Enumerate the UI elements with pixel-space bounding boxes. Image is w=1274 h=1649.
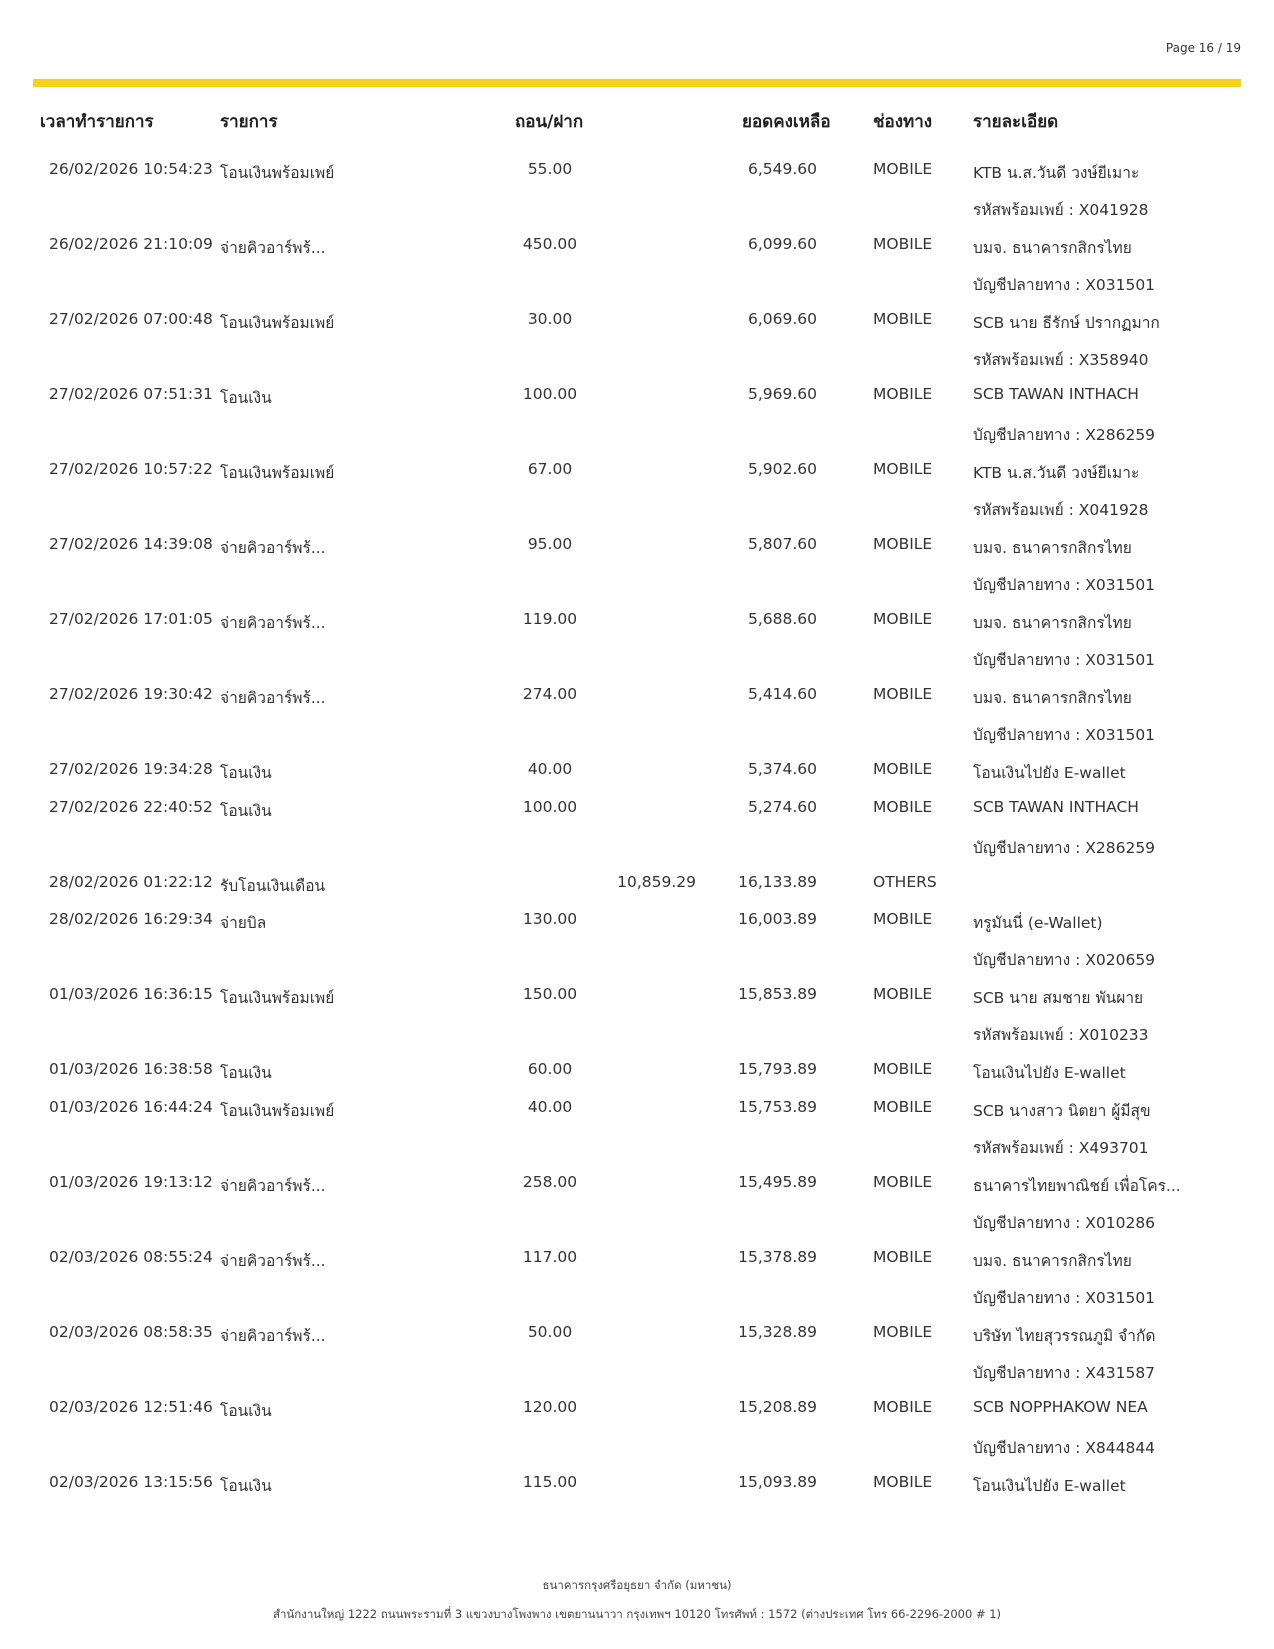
row-description: โอนเงินพร้อมเพย์ xyxy=(220,464,335,482)
row-balance: 15,495.89 xyxy=(738,1172,817,1191)
row-detail-line2: บัญชีปลายทาง : X286259 xyxy=(973,426,1156,444)
row-detail-line1: SCB TAWAN INTHACH xyxy=(973,797,1139,816)
row-description: โอนเงิน xyxy=(220,389,272,407)
table-row xyxy=(0,1165,1274,1240)
row-detail-line1: ธนาคารไทยพาณิชย์ เพื่อโคร... xyxy=(973,1176,1181,1195)
row-balance: 5,274.60 xyxy=(747,797,817,816)
row-detail-line1: SCB นาย สมชาย พันผาย xyxy=(973,989,1144,1007)
row-description: จ่ายคิวอาร์พร้... xyxy=(220,614,326,632)
row-time: 02/03/2026 08:55:24 xyxy=(49,1247,213,1266)
row-detail-line1: บมจ. ธนาคารกสิกรไทย xyxy=(973,614,1132,632)
row-channel: OTHERS xyxy=(873,872,937,891)
table-row xyxy=(0,677,1274,752)
table-row xyxy=(0,377,1274,452)
table-header xyxy=(0,100,1274,140)
row-channel: MOBILE xyxy=(873,910,933,928)
row-time: 01/03/2026 16:38:58 xyxy=(49,1060,213,1078)
row-withdraw: 60.00 xyxy=(527,1060,573,1078)
row-withdraw: 40.00 xyxy=(527,1097,573,1116)
header-balance: ยอดคงเหลือ xyxy=(742,112,831,132)
row-balance: 15,328.89 xyxy=(738,1322,817,1341)
row-channel: MOBILE xyxy=(873,1472,933,1491)
row-detail-line2: บัญชีปลายทาง : X031501 xyxy=(973,576,1156,594)
table-row xyxy=(0,1090,1274,1165)
row-time: 01/03/2026 16:36:15 xyxy=(49,985,213,1003)
row-detail-line2: บัญชีปลายทาง : X031501 xyxy=(973,276,1156,294)
row-channel: MOBILE xyxy=(873,1322,933,1341)
row-detail-line1: KTB น.ส.วันดี วงษ์ยีเมาะ xyxy=(973,164,1140,182)
table-row xyxy=(0,302,1274,377)
row-withdraw: 450.00 xyxy=(522,235,578,253)
row-time: 27/02/2026 14:39:08 xyxy=(49,535,213,553)
row-channel: MOBILE xyxy=(873,985,933,1003)
row-withdraw: 40.00 xyxy=(527,760,573,778)
row-withdraw: 119.00 xyxy=(522,610,578,628)
row-time: 26/02/2026 10:54:23 xyxy=(49,160,213,178)
footer-bank-name: ธนาคารกรุงศรีอยุธยา จำกัด (มหาชน) xyxy=(542,1578,732,1592)
header-details: รายละเอียด xyxy=(973,112,1059,132)
row-description: โอนเงินพร้อมเพย์ xyxy=(220,314,335,332)
row-withdraw: 150.00 xyxy=(522,985,578,1003)
row-description: โอนเงิน xyxy=(220,764,272,782)
row-channel: MOBILE xyxy=(873,685,933,703)
row-description: โอนเงินพร้อมเพย์ xyxy=(220,1101,335,1120)
row-description: จ่ายคิวอาร์พร้... xyxy=(220,539,326,557)
row-time: 27/02/2026 07:51:31 xyxy=(49,385,213,403)
table-row xyxy=(0,152,1274,227)
row-time: 27/02/2026 17:01:05 xyxy=(49,610,213,628)
row-balance: 5,688.60 xyxy=(747,610,817,628)
row-time: 27/02/2026 22:40:52 xyxy=(49,797,213,816)
row-channel: MOBILE xyxy=(873,1247,933,1266)
row-withdraw: 67.00 xyxy=(527,460,573,478)
row-balance: 6,549.60 xyxy=(747,160,817,178)
row-detail-line1: บมจ. ธนาคารกสิกรไทย xyxy=(973,689,1132,707)
row-time: 27/02/2026 19:30:42 xyxy=(49,685,213,703)
row-channel: MOBILE xyxy=(873,1397,933,1416)
row-balance: 5,807.60 xyxy=(747,535,817,553)
row-time: 27/02/2026 19:34:28 xyxy=(49,760,213,778)
table-row xyxy=(0,452,1274,527)
table-row xyxy=(0,1315,1274,1390)
row-time: 27/02/2026 10:57:22 xyxy=(49,460,213,478)
row-channel: MOBILE xyxy=(873,797,933,816)
row-time: 01/03/2026 16:44:24 xyxy=(49,1097,213,1116)
row-channel: MOBILE xyxy=(873,1060,933,1078)
table-row xyxy=(0,752,1274,790)
row-balance: 15,793.89 xyxy=(738,1060,817,1078)
table-row xyxy=(0,527,1274,602)
table-row xyxy=(0,1390,1274,1465)
table-row xyxy=(0,790,1274,865)
row-balance: 5,374.60 xyxy=(747,760,817,778)
row-detail-line2: บัญชีปลายทาง : X286259 xyxy=(973,838,1156,857)
row-detail-line1: ทรูมันนี่ (e-Wallet) xyxy=(973,914,1103,932)
row-balance: 5,969.60 xyxy=(747,385,817,403)
row-description: โอนเงิน xyxy=(220,1476,272,1495)
row-time: 02/03/2026 12:51:46 xyxy=(49,1397,213,1416)
row-detail-line1: บมจ. ธนาคารกสิกรไทย xyxy=(973,1251,1132,1270)
row-detail-line2: รหัสพร้อมเพย์ : X358940 xyxy=(973,351,1149,369)
row-channel: MOBILE xyxy=(873,160,933,178)
row-detail-line2: รหัสพร้อมเพย์ : X041928 xyxy=(973,501,1149,519)
row-detail-line2: บัญชีปลายทาง : X844844 xyxy=(973,1438,1156,1457)
row-balance: 5,902.60 xyxy=(747,460,817,478)
row-balance: 16,003.89 xyxy=(738,910,817,928)
row-description: โอนเงิน xyxy=(220,1401,272,1420)
row-detail-line1: โอนเงินไปยัง E-wallet xyxy=(973,1064,1126,1082)
row-description: จ่ายคิวอาร์พร้... xyxy=(220,1176,326,1195)
table-row xyxy=(0,1465,1274,1503)
table-row xyxy=(0,902,1274,977)
header-time: เวลาทำรายการ xyxy=(40,112,154,132)
row-balance: 6,069.60 xyxy=(747,310,817,328)
row-detail-line2: บัญชีปลายทาง : X031501 xyxy=(973,651,1156,669)
row-time: 02/03/2026 08:58:35 xyxy=(49,1322,213,1341)
row-withdraw: 117.00 xyxy=(522,1247,578,1266)
row-detail-line2: บัญชีปลายทาง : X031501 xyxy=(973,726,1156,744)
row-detail-line1: บมจ. ธนาคารกสิกรไทย xyxy=(973,239,1132,257)
row-channel: MOBILE xyxy=(873,535,933,553)
row-description: จ่ายคิวอาร์พร้... xyxy=(220,689,326,707)
row-description: จ่ายคิวอาร์พร้... xyxy=(220,1326,326,1345)
row-withdraw: 55.00 xyxy=(527,160,573,178)
row-withdraw: 100.00 xyxy=(522,797,578,816)
row-withdraw: 95.00 xyxy=(527,535,573,553)
row-channel: MOBILE xyxy=(873,1097,933,1116)
row-balance: 15,378.89 xyxy=(738,1247,817,1266)
row-description: โอนเงินพร้อมเพย์ xyxy=(220,164,335,182)
row-detail-line1: บมจ. ธนาคารกสิกรไทย xyxy=(973,539,1132,557)
row-withdraw: 115.00 xyxy=(522,1472,578,1491)
row-description: โอนเงิน xyxy=(220,801,272,820)
row-withdraw: 50.00 xyxy=(527,1322,573,1341)
row-balance: 15,093.89 xyxy=(738,1472,817,1491)
table-row xyxy=(0,977,1274,1052)
table-row xyxy=(0,602,1274,677)
row-description: จ่ายคิวอาร์พร้... xyxy=(220,1251,326,1270)
row-channel: MOBILE xyxy=(873,1172,933,1191)
row-time: 26/02/2026 21:10:09 xyxy=(49,235,213,253)
row-withdraw: 120.00 xyxy=(522,1397,578,1416)
row-detail-line1: SCB TAWAN INTHACH xyxy=(973,385,1139,403)
row-channel: MOBILE xyxy=(873,610,933,628)
row-detail-line1: KTB น.ส.วันดี วงษ์ยีเมาะ xyxy=(973,464,1140,482)
table-row xyxy=(0,865,1274,903)
row-channel: MOBILE xyxy=(873,760,933,778)
row-channel: MOBILE xyxy=(873,235,933,253)
row-withdraw: 100.00 xyxy=(522,385,578,403)
row-detail-line2: บัญชีปลายทาง : X020659 xyxy=(973,951,1156,969)
row-detail-line1: โอนเงินไปยัง E-wallet xyxy=(973,1476,1126,1495)
header-accent-bar xyxy=(33,79,1241,87)
row-withdraw: 30.00 xyxy=(527,310,573,328)
table-row xyxy=(0,227,1274,302)
row-detail-line2: รหัสพร้อมเพย์ : X010233 xyxy=(973,1026,1149,1044)
row-detail-line2: รหัสพร้อมเพย์ : X493701 xyxy=(973,1138,1149,1157)
transaction-list xyxy=(0,152,1274,1502)
row-time: 28/02/2026 16:29:34 xyxy=(49,910,213,928)
row-time: 28/02/2026 01:22:12 xyxy=(49,872,213,891)
footer-address: สำนักงานใหญ่ 1222 ถนนพระรามที่ 3 แขวงบางโพงพาง เขตยานนาวา กรุงเทพฯ 10120 โทรศัพท์ : 1572 (ต่างประเทศ โทร 66-2296-2000 # 1) xyxy=(272,1607,1002,1621)
row-withdraw: 258.00 xyxy=(522,1172,578,1191)
page-number: Page 16 / 19 xyxy=(1165,41,1241,55)
row-deposit: 10,859.29 xyxy=(617,872,696,891)
row-channel: MOBILE xyxy=(873,385,933,403)
row-detail-line2: บัญชีปลายทาง : X031501 xyxy=(973,1288,1156,1307)
footer xyxy=(0,1577,1274,1635)
row-withdraw: 130.00 xyxy=(522,910,578,928)
row-balance: 16,133.89 xyxy=(738,872,817,891)
row-description: โอนเงินพร้อมเพย์ xyxy=(220,989,335,1007)
header-channel: ช่องทาง xyxy=(873,112,933,132)
row-description: โอนเงิน xyxy=(220,1064,272,1082)
row-detail-line2: บัญชีปลายทาง : X010286 xyxy=(973,1213,1156,1232)
row-balance: 15,753.89 xyxy=(738,1097,817,1116)
table-row xyxy=(0,1240,1274,1315)
header-description: รายการ xyxy=(220,112,278,132)
row-channel: MOBILE xyxy=(873,310,933,328)
row-detail-line1: บริษัท ไทยสุวรรณภูมิ จำกัด xyxy=(973,1326,1156,1345)
row-detail-line1: SCB นางสาว นิตยา ผู้มีสุข xyxy=(973,1101,1151,1120)
row-detail-line1: โอนเงินไปยัง E-wallet xyxy=(973,764,1126,782)
row-time: 02/03/2026 13:15:56 xyxy=(49,1472,213,1491)
row-withdraw: 274.00 xyxy=(522,685,578,703)
row-detail-line1: SCB นาย ธีรักษ์ ปรากฏมาก xyxy=(973,314,1160,332)
row-time: 27/02/2026 07:00:48 xyxy=(49,310,213,328)
row-balance: 6,099.60 xyxy=(747,235,817,253)
row-description: จ่ายบิล xyxy=(220,914,267,932)
row-detail-line2: บัญชีปลายทาง : X431587 xyxy=(973,1363,1156,1382)
row-description: จ่ายคิวอาร์พร้... xyxy=(220,239,326,257)
row-detail-line2: รหัสพร้อมเพย์ : X041928 xyxy=(973,201,1149,219)
row-detail-line1: SCB NOPPHAKOW NEA xyxy=(973,1397,1148,1416)
row-channel: MOBILE xyxy=(873,460,933,478)
table-row xyxy=(0,1052,1274,1090)
row-balance: 5,414.60 xyxy=(747,685,817,703)
row-time: 01/03/2026 19:13:12 xyxy=(49,1172,213,1191)
row-balance: 15,208.89 xyxy=(738,1397,817,1416)
row-balance: 15,853.89 xyxy=(738,985,817,1003)
row-description: รับโอนเงินเดือน xyxy=(220,876,326,895)
header-withdraw-deposit: ถอน/ฝาก xyxy=(515,112,584,132)
